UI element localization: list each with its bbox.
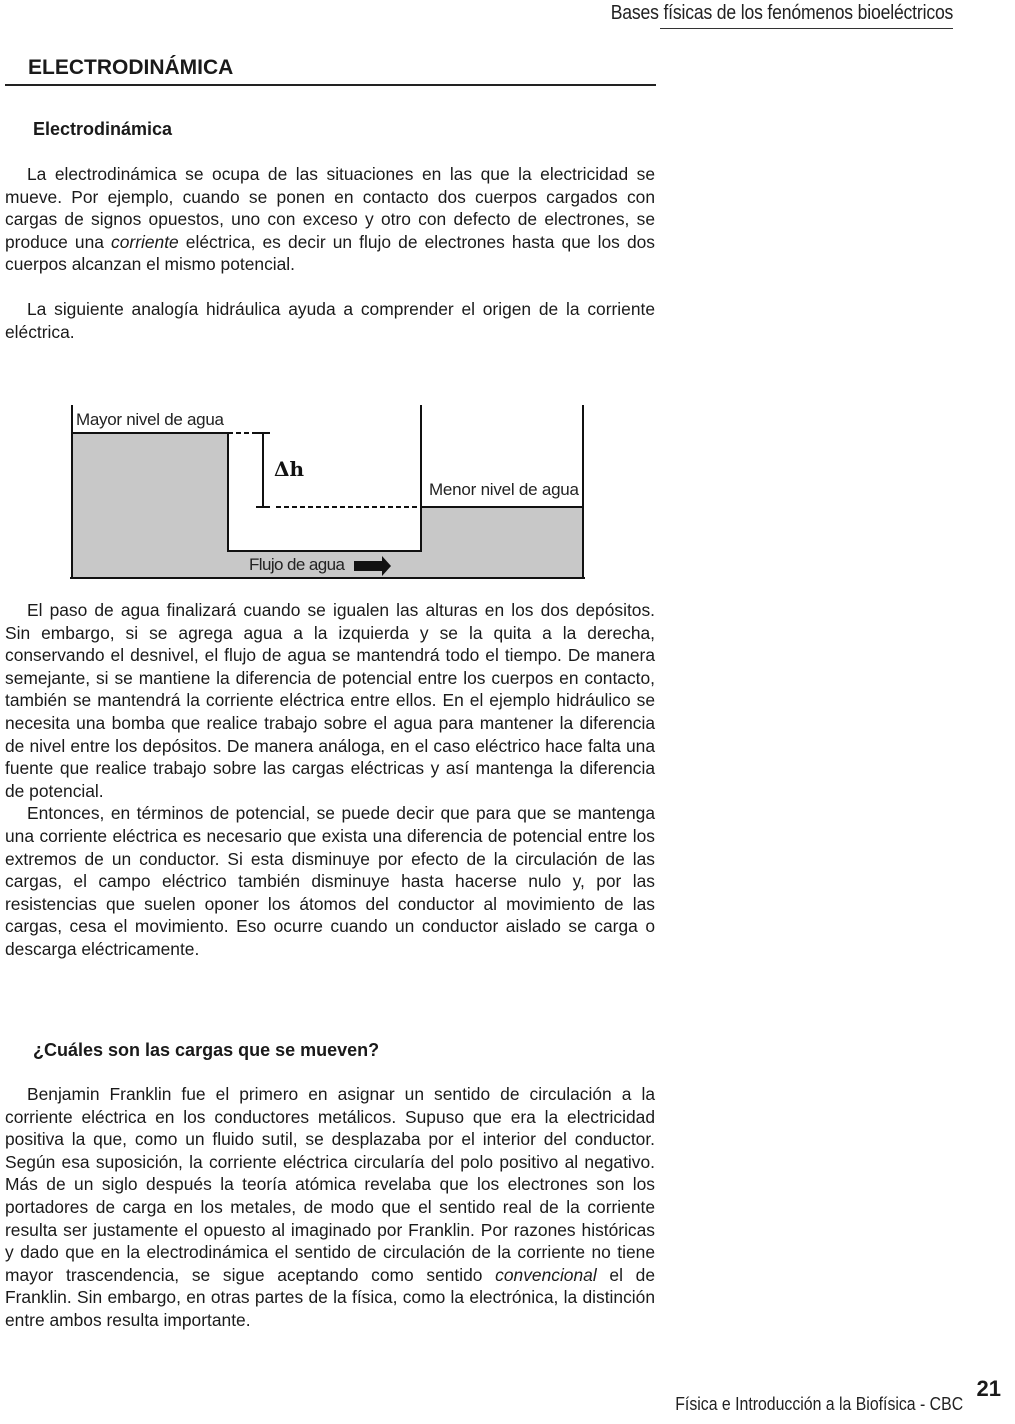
- header-rule: [660, 28, 953, 29]
- paragraph: [5, 163, 655, 276]
- text: el de Franklin. Sin embargo, en otras partes de la física, como la electrónica, la distinción entre ambos resulta importante.: [5, 1264, 655, 1330]
- subsection-heading: ¿Cuáles son las cargas que se mueven?: [33, 1040, 380, 1060]
- left-water: [72, 433, 228, 578]
- paragraph: La siguiente analogía hidráulica ayuda a comprender el origen de la corriente eléctrica.: [5, 298, 655, 342]
- flow-label: Flujo de agua: [249, 555, 345, 574]
- running-header: Bases físicas de los fenómenos bioeléctricos: [610, 2, 953, 24]
- paragraph: Entonces, en términos de potencial, se puede decir que para que se mantenga una corriente eléctrica es necesario que exista una diferencia de potencial entre los extremos de un conductor. Si esta disminuye por efecto de la circulación de las cargas, el campo eléctrico también disminuye hasta hacerse nulo y, por las resistencias que suelen oponer los átomos del conductor al movimiento de las cargas, cesa el movimiento. Eso ocurre cuando un conductor aislado se carga o descarga eléctricamente.: [5, 803, 655, 959]
- text: Benjamin Franklin fue el primero en asignar un sentido de circulación a la corriente eléctrica en los conductores metálicos. Supuso que era la electricidad positiva la que, como un fluido sutil, se desplazaba por el interior del conductor. Según esa suposición, la corriente eléctrica circularía del polo positivo al negativo. Más de un siglo después la teoría atómica revelaba que los electrones son los portadores de carga en los metales, de modo que el sentido real de la corriente resulta ser justamente el opuesto al imaginado por Franklin. Por razones históricas y dado que en la electrodinámica el sentido de circulación de la corriente no tiene mayor trascendencia, se sigue aceptando como sentido: [5, 1084, 655, 1285]
- emphasis: corriente: [111, 231, 179, 252]
- intro-text: [5, 163, 655, 343]
- paragraph: El paso de agua finalizará cuando se igualen las alturas en los dos depósitos. Sin embargo, si se agrega agua a la izquierda y se la quita a la derecha, conservando el desnivel, el flujo de agua se mantendrá todo el tiempo. De manera semejante, si se mantiene la diferencia de potencial entre los cuerpos en contacto, también se mantendrá la corriente eléctrica entre ellos. En el ejemplo hidráulico se necesita una bomba que realice trabajo sobre el agua para mantener la diferencia de nivel entre los depósitos. De manera análoga, en el caso eléctrico hace falta una fuente que realice trabajo sobre las cargas eléctricas y así mantenga la diferencia de potencial.: [5, 600, 655, 801]
- section-rule: [5, 84, 656, 86]
- franklin-text: [5, 1083, 655, 1332]
- emphasis: convencional: [495, 1264, 597, 1285]
- hydraulic-analogy-diagram: [60, 400, 600, 590]
- right-water: [421, 507, 583, 578]
- text: La electrodinámica se ocupa de las situaciones en las que la electricidad se mueve. Por ejemplo, cuando se ponen en contacto dos cuerpos cargados con cargas de signos opuestos, uno con exceso y otro con defecto de electrones, se produce una: [5, 164, 655, 252]
- footer-book-title: Física e Introducción a la Biofísica - CBC: [675, 1394, 963, 1414]
- page-number: 21: [976, 1376, 1001, 1401]
- delta-h-label: Δh: [274, 457, 305, 481]
- text: eléctrica, es decir un flujo de electrones hasta que los dos cuerpos alcanzan el mismo potencial.: [5, 231, 655, 275]
- paragraph: [5, 1083, 655, 1332]
- subsection-heading: Electrodinámica: [33, 119, 173, 139]
- section-title: ELECTRODINÁMICA: [28, 56, 234, 79]
- high-level-label: Mayor nivel de agua: [76, 410, 224, 429]
- low-level-label: Menor nivel de agua: [429, 480, 579, 499]
- body-text: [5, 599, 655, 961]
